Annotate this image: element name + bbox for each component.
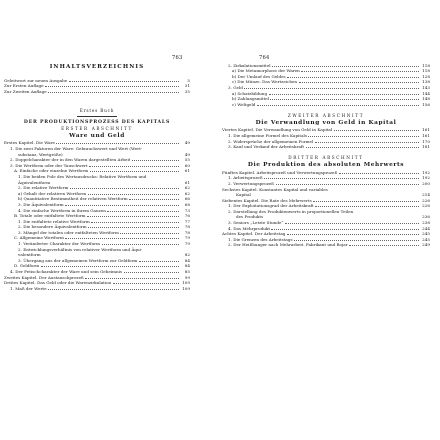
toc-list-right-top bbox=[222, 62, 430, 107]
section-label: ERSTER ABSCHNITT bbox=[61, 125, 133, 131]
section-2-label: ZWEITER ABSCHNITT bbox=[287, 112, 365, 118]
dot-leader bbox=[244, 84, 418, 89]
toc-entry-label: Zur Zweiten Auflage bbox=[4, 88, 47, 94]
toc-entry-page: 161 bbox=[422, 132, 430, 138]
toc-entry-page: 62 bbox=[184, 185, 190, 191]
toc-entry-page: 181 bbox=[422, 144, 430, 150]
dot-leader bbox=[287, 231, 419, 236]
toc-entry-page: 99 bbox=[184, 274, 190, 280]
dot-leader bbox=[88, 224, 178, 229]
dot-leader bbox=[48, 88, 178, 93]
dot-leader bbox=[144, 246, 179, 251]
toc-entry-label: des Produkts bbox=[236, 214, 264, 220]
toc-entry-label: 1. Veränderter Charakter der Wertform bbox=[18, 241, 101, 247]
toc-entry-label: Drittes Kapitel. Das Geld oder die Warenzirkulation bbox=[4, 280, 112, 286]
page-number-left: 763 bbox=[172, 55, 183, 61]
toc-list-left bbox=[4, 140, 190, 291]
toc-heading: INHALTSVERZEICHNIS bbox=[49, 64, 145, 70]
dot-leader bbox=[90, 168, 179, 173]
dot-leader bbox=[308, 132, 418, 137]
right-content bbox=[222, 62, 430, 247]
toc-entry-label: 3. Geld bbox=[228, 84, 243, 90]
toc-entry-page: 118 bbox=[422, 62, 430, 68]
toc-entry bbox=[4, 285, 190, 291]
dot-leader bbox=[70, 185, 179, 190]
toc-entry-page: 128 bbox=[422, 73, 430, 79]
toc-entry-page: 62 bbox=[184, 190, 190, 196]
toc-entry-label: substanz, Wertgröße) bbox=[18, 151, 63, 157]
dot-leader bbox=[276, 180, 419, 185]
front-matter-list bbox=[4, 77, 190, 94]
toc-entry bbox=[4, 88, 190, 94]
toc-entry-page: 156 bbox=[422, 101, 430, 107]
toc-entry-page: 143 bbox=[422, 84, 430, 90]
dot-leader bbox=[355, 208, 419, 213]
toc-entry-label: Viertes Kapitel. Die Verwandlung von Geld in Kapital bbox=[222, 127, 333, 133]
toc-entry-label: 2. Die besondere Äquivalentform bbox=[18, 224, 87, 230]
toc-entry-label: Fünftes Kapitel. Arbeitsprozeß und Verwertungsprozeß bbox=[222, 169, 338, 175]
toc-entry-label: Geleitwort zur neuen Ausgabe bbox=[4, 77, 68, 83]
toc-entry-label: Äquivalentform bbox=[18, 179, 51, 185]
toc-entry-page: 5 bbox=[187, 77, 190, 83]
dot-leader bbox=[299, 79, 419, 84]
toc-entry-label: 4. Der Fetischcharakter der Ware und sein Geheimnis bbox=[10, 269, 122, 275]
toc-entry-page: 226 bbox=[422, 203, 430, 209]
toc-entry-label: 2. Widersprüche der allgemeinen Formel bbox=[228, 138, 314, 144]
toc-entry-page: 144 bbox=[422, 90, 430, 96]
dot-leader bbox=[45, 83, 178, 88]
section-3-title: Die Produktion des absoluten Mehrwerts bbox=[247, 162, 405, 169]
toc-entry-label: C. Allgemeine Wertform bbox=[14, 235, 64, 241]
toc-entry-page: 49 bbox=[184, 140, 190, 146]
dot-leader bbox=[144, 145, 179, 150]
toc-entry-label: 3. Kauf und Verkauf der Arbeitskraft bbox=[228, 144, 305, 150]
toc-entry-page: 214 bbox=[422, 192, 430, 198]
dot-leader bbox=[329, 186, 418, 191]
dot-leader bbox=[64, 151, 178, 156]
toc-entry-page: 79 bbox=[184, 235, 190, 241]
dot-leader bbox=[120, 229, 178, 234]
toc-entry-page: 226 bbox=[422, 197, 430, 203]
toc-entry-label: 1. Arbeitsprozeß bbox=[228, 175, 263, 181]
dot-leader bbox=[132, 157, 179, 162]
dot-leader bbox=[148, 173, 179, 178]
toc-entry-label: 3. Seniors „Letzte Stunde“ bbox=[228, 220, 284, 226]
toc-entry-page: 31 bbox=[184, 83, 190, 89]
toc-entry-label: a) Gehalt der relativen Wertform bbox=[18, 190, 87, 196]
dot-leader bbox=[91, 218, 178, 223]
toc-entry-page: 55 bbox=[184, 157, 190, 163]
toc-entry-page: 66 bbox=[184, 196, 190, 202]
toc-entry-label: c) Weltgeld bbox=[232, 101, 256, 107]
dot-leader bbox=[315, 138, 419, 143]
toc-entry-page: 35 bbox=[184, 88, 190, 94]
toc-entry-label: 4. Das Mehrprodukt bbox=[228, 225, 270, 231]
toc-entry-page: 170 bbox=[422, 138, 430, 144]
toc-entry-label: Sechstes Kapitel. Konstantes Kapital und variables bbox=[222, 186, 328, 192]
dot-leader bbox=[252, 192, 418, 197]
dot-leader bbox=[69, 77, 179, 82]
dot-leader bbox=[42, 252, 178, 257]
toc-entry-label: Achtes Kapitel. Der Arbeitstag bbox=[222, 231, 286, 237]
dot-leader bbox=[339, 169, 419, 174]
toc-entry-page: 245 bbox=[422, 231, 430, 237]
toc-entry-page: 49 bbox=[184, 151, 190, 157]
toc-entry-page: 77 bbox=[184, 218, 190, 224]
toc-entry bbox=[222, 242, 430, 248]
toc-entry-page: 192 bbox=[422, 175, 430, 181]
toc-entry-label: B. Totale oder entfaltete Wertform bbox=[14, 213, 86, 219]
toc-entry-page: 109 bbox=[182, 280, 190, 286]
toc-list-section-3 bbox=[222, 169, 430, 247]
toc-entry-label: Zur Ersten Auflage bbox=[4, 83, 44, 89]
divider-rule bbox=[77, 116, 117, 117]
dot-leader bbox=[88, 190, 179, 195]
toc-entry-label: 2. Verwertungsprozeß bbox=[228, 180, 275, 186]
toc-entry-label: D. Geldform bbox=[14, 263, 40, 269]
dot-leader bbox=[129, 196, 178, 201]
toc-entry-label: Erstes Kapitel. Die Ware bbox=[4, 140, 55, 146]
dot-leader bbox=[107, 207, 178, 212]
toc-entry-page: 76 bbox=[184, 213, 190, 219]
dot-leader bbox=[102, 240, 179, 245]
toc-entry-page: 244 bbox=[422, 225, 430, 231]
toc-entry-label: a) Die Metamorphose der Waren bbox=[232, 68, 300, 74]
toc-entry-label: Kapital bbox=[236, 192, 251, 198]
toc-entry-page: 61 bbox=[184, 168, 190, 174]
toc-entry-label: 2. Der Heißhunger nach Mehrarbeit. Fabrikant und Bojar bbox=[228, 242, 348, 248]
toc-entry-page: 200 bbox=[422, 180, 430, 186]
dot-leader bbox=[272, 62, 418, 67]
toc-entry-page: 78 bbox=[184, 224, 190, 230]
toc-entry-label: 3. Übergang aus der allgemeinen Wertform zur Geldform bbox=[18, 257, 138, 263]
dot-leader bbox=[334, 127, 419, 132]
dot-leader bbox=[265, 214, 419, 219]
toc-entry-label: 3. Mängel der totalen oder entfalteten Wertform bbox=[18, 229, 119, 235]
toc-entry-label: Siebentes Kapitel. Die Rate des Mehrwerts bbox=[222, 197, 312, 203]
toc-entry-label: 1. Die allgemeine Formel des Kapitals bbox=[228, 132, 307, 138]
dot-leader bbox=[52, 179, 179, 184]
toc-entry-label: valentform bbox=[18, 252, 41, 258]
toc-entry-page: 192 bbox=[422, 169, 430, 175]
dot-leader bbox=[41, 263, 179, 268]
dot-leader bbox=[65, 201, 178, 206]
dot-leader bbox=[313, 197, 418, 202]
toc-entry-page: 238 bbox=[422, 220, 430, 226]
section-title: Ware und Geld bbox=[69, 132, 125, 139]
toc-entry-page: 148 bbox=[422, 96, 430, 102]
dot-leader bbox=[139, 257, 179, 262]
part-title: DER PRODUKTIONSPROZESS DES KAPITALS bbox=[23, 119, 171, 125]
section-3-label: DRITTER ABSCHNITT bbox=[288, 155, 364, 161]
toc-entry-label: 1. Die Grenzen des Arbeitstags bbox=[228, 236, 293, 242]
toc-entry-label: b) Zahlungsmittel bbox=[232, 96, 269, 102]
toc-entry-label: 3. Die Wertform oder der Tauschwert bbox=[10, 162, 88, 168]
toc-entry-label: 1. Der Exploitationsgrad der Arbeitskraft bbox=[228, 203, 314, 209]
dot-leader bbox=[264, 175, 418, 180]
toc-entry-page: 84 bbox=[184, 263, 190, 269]
toc-entry-page: 249 bbox=[422, 242, 430, 248]
toc-entry-label: Zweites Kapitel. Der Austauschprozeß bbox=[4, 274, 84, 280]
toc-entry-page: 245 bbox=[422, 236, 430, 242]
dot-leader bbox=[257, 101, 419, 106]
dot-leader bbox=[349, 242, 418, 247]
toc-entry-label: 1. Die beiden Pole des Wertausdrucks: Relative Wertform und bbox=[18, 173, 147, 179]
toc-entry-page: 109 bbox=[182, 285, 190, 291]
page-number-right: 764 bbox=[259, 55, 270, 61]
dot-leader bbox=[285, 219, 419, 224]
dot-leader bbox=[113, 280, 179, 285]
toc-entry-label: b) Quantitative Bestimmtheit der relativen Wertform bbox=[18, 196, 128, 202]
toc-entry-label: 4. Die einfache Wertform in ihrem Ganzen bbox=[18, 207, 106, 213]
dot-leader bbox=[56, 140, 178, 145]
toc-entry-page: 78 bbox=[184, 229, 190, 235]
toc-entry-page: 85 bbox=[184, 269, 190, 275]
toc-entry-page: 118 bbox=[422, 68, 430, 74]
toc-entry-label: A. Einfache oder einzelne Wertform bbox=[14, 168, 89, 174]
toc-entry bbox=[222, 101, 430, 107]
dot-leader bbox=[287, 73, 418, 78]
dot-leader bbox=[48, 285, 179, 290]
toc-entry-label: 2. Entwicklungsverhältnis von relativer Wertform und Äqui- bbox=[18, 246, 143, 252]
toc-entry-label: 1. Maß der Werte bbox=[10, 285, 47, 291]
toc-entry-page: 79 bbox=[184, 241, 190, 247]
dot-leader bbox=[87, 213, 179, 218]
toc-entry-label: 2. Doppelcharakter der in den Waren dargestellten Arbeit bbox=[10, 157, 131, 163]
toc-entry-page: 60 bbox=[184, 162, 190, 168]
toc-entry-label: 2. Die relative Wertform bbox=[18, 185, 69, 191]
toc-entry bbox=[222, 144, 430, 150]
toc-entry-page: 236 bbox=[422, 214, 430, 220]
dot-leader bbox=[270, 96, 418, 101]
dot-leader bbox=[294, 236, 418, 241]
right-page bbox=[222, 0, 440, 440]
book-title: Erstes Buch bbox=[79, 107, 115, 113]
toc-entry-label: 1. Die entfaltete relative Wertform bbox=[18, 218, 90, 224]
toc-entry-label: 2. Darstellung des Produktenwerts in proportionellen Teilen bbox=[228, 208, 354, 214]
toc-list-section-2 bbox=[222, 127, 430, 149]
toc-entry-page: 61 bbox=[184, 179, 190, 185]
toc-entry-label: c) Die Münze. Das Wertzeichen bbox=[232, 79, 298, 85]
toc-entry-label: 1. Die zwei Faktoren der Ware: Gebrauchswert und Wert (Wert- bbox=[10, 145, 143, 151]
dot-leader bbox=[315, 203, 418, 208]
dot-leader bbox=[301, 68, 418, 73]
toc-entry-page: 73 bbox=[184, 207, 190, 213]
left-content bbox=[4, 62, 190, 291]
toc-entry-page: 138 bbox=[422, 79, 430, 85]
toc-entry-label: 3. Die Äquivalentform bbox=[18, 201, 64, 207]
toc-entry-page: 161 bbox=[422, 127, 430, 133]
dot-leader bbox=[271, 225, 418, 230]
section-2-title: Die Verwandlung von Geld in Kapital bbox=[255, 119, 397, 126]
dot-leader bbox=[124, 268, 179, 273]
toc-entry-page: 84 bbox=[184, 257, 190, 263]
dot-leader bbox=[269, 90, 419, 95]
toc-entry-label: b) Der Umlauf des Geldes bbox=[232, 73, 286, 79]
dot-leader bbox=[85, 274, 178, 279]
toc-entry-label: a) Schatzbildung bbox=[232, 90, 268, 96]
dot-leader bbox=[306, 144, 419, 149]
toc-entry-page: 82 bbox=[184, 252, 190, 258]
dot-leader bbox=[89, 162, 178, 167]
dot-leader bbox=[65, 235, 178, 240]
toc-entry-label: 2. Zirkulationsmittel bbox=[228, 62, 271, 68]
toc-entry-page: 68 bbox=[184, 201, 190, 207]
